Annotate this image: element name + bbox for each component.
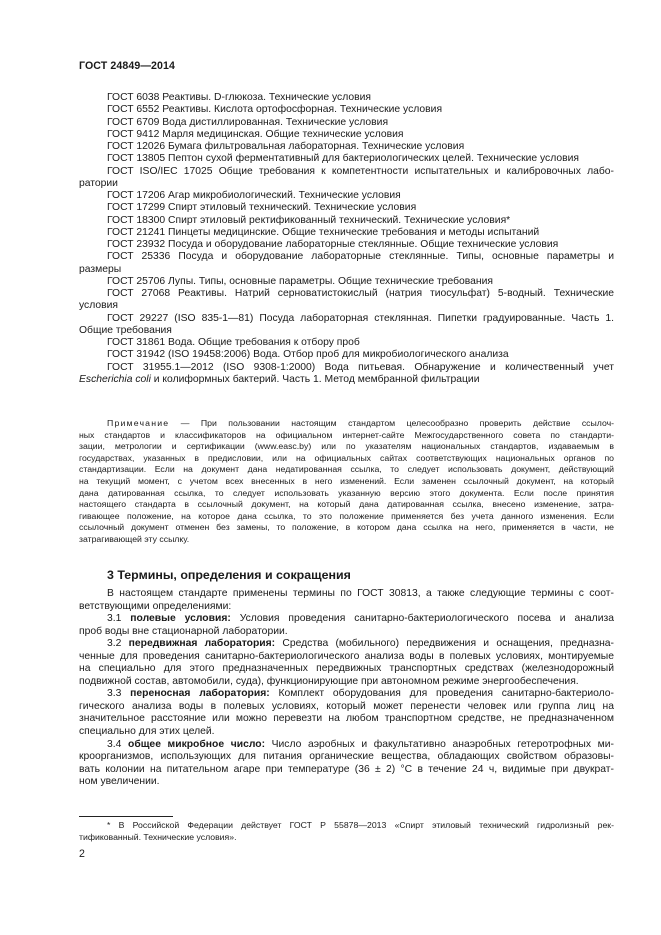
reference-item: ГОСТ 6552 Реактивы. Кислота ортофосфорная. Технические условия [107,104,443,116]
reference-item-tail: и колиформных бактерий. Часть 1. Метод мембранной фильтрации [150,373,480,385]
term-definition: Условия проведения санитарно-бактериологического посева и анализа [230,613,614,625]
reference-item: ГОСТ 9412 Марля медицинская. Общие технические условия [107,128,404,140]
paragraph-line: подвижной состав, автомобили, суда), функционирующие при автономном режиме энергообеспечения. [79,675,579,687]
footnote-line: тификованный. Технические условия». [79,831,237,842]
reference-item: ГОСТ 25706 Лупы. Типы, основные параметры. Общие технические требования [107,275,493,287]
term-name: общее микробное число: [128,738,266,750]
paragraph-line: значительное расстояние или можно перевезти на любом транспортном средстве, не предназначенном [79,713,614,725]
section-title: 3 Термины, определения и сокращения [107,568,351,582]
reference-item: ГОСТ 31861 Вода. Общие требования к отбору проб [107,337,360,348]
term-line [79,638,614,651]
note-line: зации, метрологии и сертификации (www.easc.by) или по указателям национальных стандартов, издаваемым в [79,441,614,452]
reference-item: ГОСТ 17299 Спирт этиловый технический. Технические условия [107,202,417,214]
page-number: 2 [79,848,85,860]
note-line: государствах, указанных в предисловии, или на официальных сайтах соответствующих национальных органов по [79,452,614,463]
reference-item: ГОСТ 27068 Реактивы. Натрий серноватистокислый (натрия тиосульфат) 5-водный. Технические [107,288,614,299]
term-number: 3.3 [107,688,131,700]
reference-item: ГОСТ 18300 Спирт этиловый ректификованный технический. Технические условия* [107,214,511,226]
paragraph-line: кроорганизмов, использующих для питания органические вещества, обладающих свойством образовы- [79,751,614,763]
paragraph-line: ном увеличении. [79,776,160,788]
term-number: 3.4 [107,738,128,750]
paragraph-line: на специально для этого предназначенных передвижных транспортных средствах (железнодорожный [79,663,614,675]
section-3-body [79,588,614,789]
term-line [79,688,614,701]
reference-item-continuation: ратории [79,177,118,189]
term-name: переносная лаборатория: [130,688,270,700]
document-header: ГОСТ 24849—2014 [79,60,176,72]
reference-item: ГОСТ 6038 Реактивы. D-глюкоза. Технические условия [107,92,372,103]
species-name: Escherichia coli [79,373,151,385]
term-number: 3.2 [107,638,129,650]
reference-item: ГОСТ 25336 Посуда и оборудование лабораторные стеклянные. Типы, основные параметры и [107,251,614,263]
note-block [79,418,614,546]
paragraph-line: проб воды вне стационарной лаборатории. [79,625,288,637]
term-line [79,613,614,626]
note-line: затрагивающей эту ссылку. [79,534,190,545]
reference-item: ГОСТ 31942 (ISO 19458:2006) Вода. Отбор проб для микробиологического анализа [107,349,509,361]
reference-item: ГОСТ 13805 Пептон сухой ферментативный для бактериологических целей. Технические условия [107,153,580,165]
note-line: гивающее положение, на которое дана ссылка, то это положение применяется без учета данного изменения. Если [79,510,614,521]
reference-item: ГОСТ 31955.1—2012 (ISO 9308-1:2000) Вода питьевая. Обнаружение и количественный учет [107,361,614,373]
reference-item-continuation: Общие требования [79,324,172,336]
reference-item: ГОСТ 12026 Бумага фильтровальная лабораторная. Технические условия [107,141,465,152]
reference-item: ГОСТ 29227 (ISO 835-1—81) Посуда лабораторная стеклянная. Пипетки градуированные. Часть 1. [107,312,614,324]
reference-item: ГОСТ 17206 Агар микробиологический. Технические условия [107,190,401,201]
footnote-line: * В Российской Федерации действует ГОСТ Р 55878—2013 «Спирт этиловый технический гидролизный рек- [107,820,614,830]
paragraph-line: ченные для проведения санитарно-бактериологического анализа воды в полевых условиях, монтируемые [79,650,614,662]
note-line: настоящего стандарта в ссылочный документ, на который дана датированная ссылка, внесено изменение, затра- [79,499,614,510]
reference-item-continuation [79,374,614,386]
note-label: Примечание [107,418,170,428]
note-line: на текущий момент, с учетом всех внесенных в него изменений. Если заменен ссылочный документ, на который [79,476,614,487]
note-text: — При пользовании настоящим стандартом целесообразно проверить действие ссылоч- [169,418,614,428]
paragraph-line: ветствующими определениями: [79,600,232,612]
normative-references-list [79,92,614,386]
reference-item-continuation: размеры [79,263,122,275]
note-line: ссылочный документ отменен без замены, то положение, в котором дана ссылка на него, применяется в части, не [79,522,614,533]
paragraph-line: вать колонии на питательном агаре при температуре (36 ± 2) °С в течение 24 ч, видимые при двукрат- [79,763,614,775]
term-definition: Комплект оборудования для проведения санитарно-бактериоло- [269,688,614,700]
reference-item: ГОСТ ISO/IEC 17025 Общие требования к компетентности испытательных и калибровочных лабо- [107,165,614,177]
term-definition: Средства (мобильного) передвижения и оснащения, предназна- [275,638,614,650]
reference-item: ГОСТ 23932 Посуда и оборудование лабораторные стеклянные. Общие технические условия [107,239,559,250]
paragraph-line: В настоящем стандарте применены термины по ГОСТ 30813, а также следующие термины с соот- [107,588,614,599]
term-line [79,739,614,752]
note-line [79,418,614,430]
term-number: 3.1 [107,613,131,625]
footnote-rule [79,816,173,817]
footnote [79,820,614,843]
term-name: передвижная лаборатория: [128,638,276,650]
note-line: ных стандартов и классификаторов на официальном интернет-сайте Межгосударственного совета по стандарти- [79,429,614,440]
paragraph-line: специально для этих целей. [79,726,215,738]
reference-item-continuation: условия [79,300,119,312]
term-definition: Число аэробных и факультативно анаэробных гетеротрофных ми- [265,738,614,750]
note-line: стандартизации. Если на документ дана недатированная ссылка, то следует использовать документ, действующий [79,464,614,475]
term-name: полевые условия: [130,613,231,625]
reference-item: ГОСТ 6709 Вода дистиллированная. Технические условия [107,116,389,128]
paragraph-line: гического анализа воды в полевых условиях, который может перенести человек или группа лиц на [79,700,614,712]
note-line: дана датированная ссылка, то следует использовать указанную версию этого документа. Если после принятия [79,487,614,498]
reference-item: ГОСТ 21241 Пинцеты медицинские. Общие технические требования и методы испытаний [107,226,540,238]
